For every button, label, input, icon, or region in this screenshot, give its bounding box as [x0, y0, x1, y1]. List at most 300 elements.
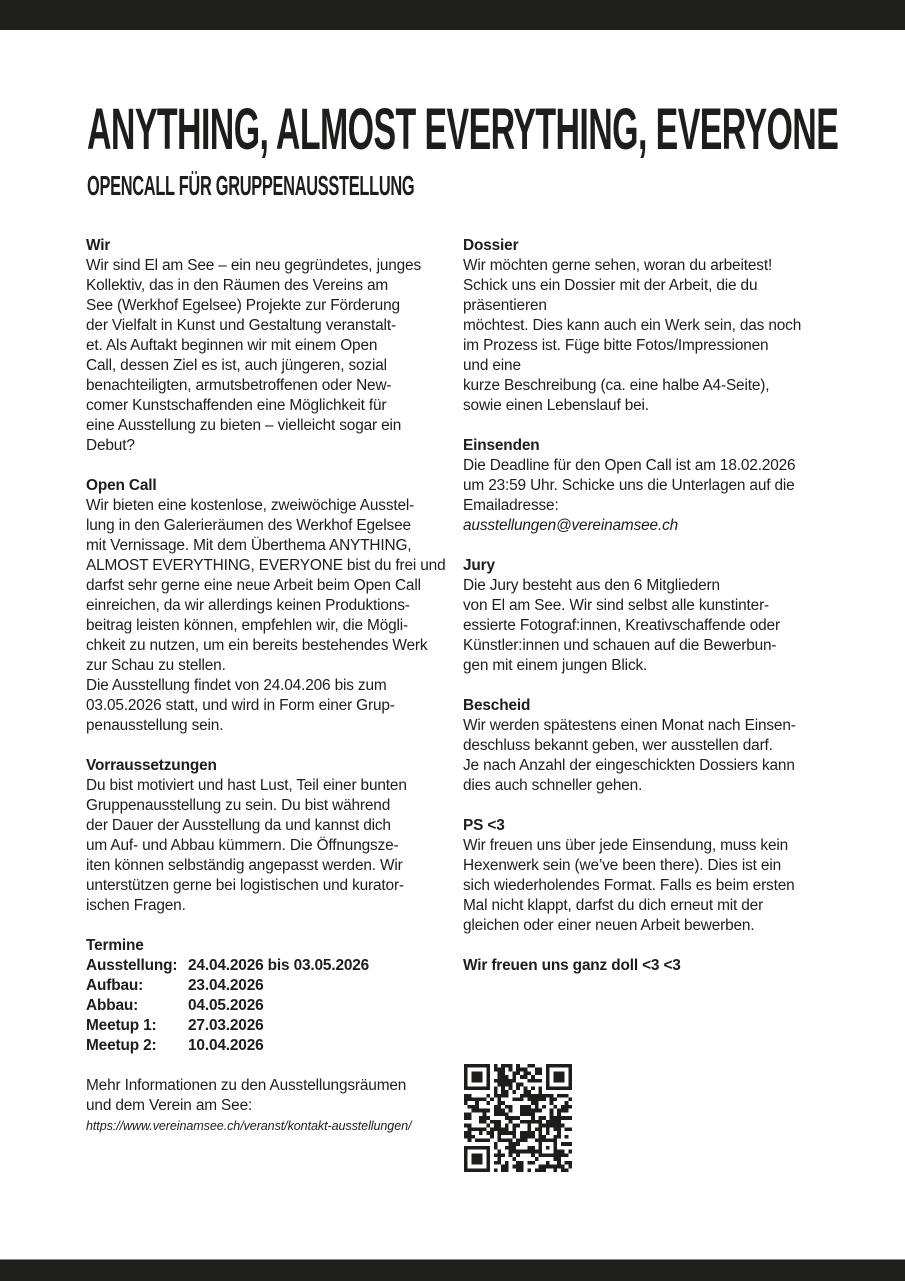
qr-module [494, 1105, 498, 1109]
qr-module [501, 1165, 505, 1169]
qr-module [475, 1105, 479, 1109]
qr-module [531, 1116, 535, 1120]
qr-module [557, 1124, 561, 1128]
text-line: Emailadresse: [463, 497, 559, 514]
text-line: iten können selbständig angepasst werden. Wir [86, 857, 403, 874]
qr-module [471, 1071, 475, 1075]
qr-module [475, 1146, 479, 1150]
qr-module [531, 1098, 535, 1102]
qr-module [479, 1131, 483, 1135]
qr-module [464, 1101, 468, 1105]
qr-module [550, 1120, 554, 1124]
qr-module [524, 1135, 528, 1139]
qr-module [527, 1105, 531, 1109]
qr-module [542, 1098, 546, 1102]
qr-module [542, 1116, 546, 1120]
qr-module [557, 1120, 561, 1124]
termine-row [86, 976, 456, 996]
qr-module [561, 1116, 565, 1120]
text-line: Schick uns ein Dossier mit der Arbeit, die du [463, 277, 758, 294]
text-line: sich wiederholendes Format. Falls es beim ersten [463, 877, 795, 894]
qr-module [486, 1146, 490, 1150]
qr-module [468, 1131, 472, 1135]
qr-module [486, 1094, 490, 1098]
qr-module [561, 1142, 565, 1146]
qr-module [505, 1116, 509, 1120]
qr-module [498, 1124, 502, 1128]
qr-module [464, 1112, 468, 1116]
qr-module [527, 1109, 531, 1113]
qr-module [501, 1101, 505, 1105]
qr-module [531, 1161, 535, 1165]
qr-module [531, 1146, 535, 1150]
qr-module [531, 1153, 535, 1157]
qr-module [538, 1131, 542, 1135]
qr-module [516, 1068, 520, 1072]
qr-module [486, 1165, 490, 1169]
qr-module [553, 1116, 557, 1120]
qr-module [509, 1116, 513, 1120]
qr-module [527, 1124, 531, 1128]
qr-module [486, 1086, 490, 1090]
qr-module [479, 1064, 483, 1068]
qr-module [501, 1168, 505, 1172]
qr-module [538, 1109, 542, 1113]
qr-module [505, 1083, 509, 1087]
qr-module [479, 1071, 483, 1075]
qr-module [501, 1083, 505, 1087]
section-wir [86, 236, 456, 456]
section-dossier [463, 236, 833, 416]
qr-module [468, 1064, 472, 1068]
qr-module [475, 1086, 479, 1090]
qr-module [520, 1109, 524, 1113]
qr-module [538, 1071, 542, 1075]
section-body [86, 256, 456, 456]
qr-module [565, 1127, 569, 1131]
text-line: der Dauer der Ausstellung da und kannst dich [86, 817, 391, 834]
qr-module [475, 1098, 479, 1102]
qr-module [565, 1153, 569, 1157]
qr-module [527, 1090, 531, 1094]
qr-module [471, 1146, 475, 1150]
qr-module [512, 1131, 516, 1135]
qr-module [561, 1079, 565, 1083]
section-bescheid [463, 696, 833, 796]
qr-module [505, 1079, 509, 1083]
qr-module [553, 1120, 557, 1124]
qr-module [475, 1079, 479, 1083]
qr-module [479, 1153, 483, 1157]
qr-module [546, 1161, 550, 1165]
text-line: präsentieren [463, 297, 547, 314]
qr-module [464, 1131, 468, 1135]
qr-module [550, 1138, 554, 1142]
top-bar [0, 0, 905, 30]
qr-module [546, 1165, 550, 1169]
qr-module [557, 1157, 561, 1161]
qr-module [483, 1168, 487, 1172]
qr-module [546, 1094, 550, 1098]
section-heading: Einsenden [463, 437, 540, 454]
qr-module [494, 1064, 498, 1068]
qr-module [512, 1165, 516, 1169]
qr-module [471, 1105, 475, 1109]
qr-module [509, 1109, 513, 1113]
qr-module [501, 1090, 505, 1094]
qr-module [557, 1127, 561, 1131]
qr-module [520, 1138, 524, 1142]
qr-module [464, 1071, 468, 1075]
qr-module [501, 1068, 505, 1072]
section-body [463, 716, 833, 796]
qr-module [535, 1098, 539, 1102]
qr-module [509, 1153, 513, 1157]
qr-module [524, 1086, 528, 1090]
qr-module [524, 1071, 528, 1075]
text-line: chkeit zu nutzen, um ein bereits bestehendes Werk [86, 637, 428, 654]
qr-module [516, 1142, 520, 1146]
qr-module [501, 1138, 505, 1142]
qr-module [464, 1153, 468, 1157]
text-line: einreichen, da wir allerdings keinen Produktions- [86, 597, 410, 614]
text-line: um Auf- und Abbau kümmern. Die Öffnungsze- [86, 837, 399, 854]
qr-module [561, 1094, 565, 1098]
qr-module [486, 1161, 490, 1165]
qr-module [516, 1098, 520, 1102]
qr-module [479, 1146, 483, 1150]
section-heading: Bescheid [463, 697, 531, 714]
qr-module [494, 1090, 498, 1094]
qr-module [516, 1071, 520, 1075]
qr-module [512, 1124, 516, 1128]
qr-module [535, 1157, 539, 1161]
qr-module [505, 1075, 509, 1079]
qr-module [505, 1112, 509, 1116]
qr-code-icon[interactable] [464, 1064, 572, 1172]
qr-module [494, 1161, 498, 1165]
termine-label: Meetup 2: [86, 1037, 157, 1054]
section-body [463, 576, 833, 676]
qr-module [542, 1105, 546, 1109]
termine-value: 23.04.2026 [188, 977, 264, 994]
qr-module [471, 1086, 475, 1090]
qr-module [565, 1135, 569, 1139]
qr-module [565, 1086, 569, 1090]
qr-module [557, 1116, 561, 1120]
qr-module [486, 1116, 490, 1120]
qr-module [565, 1142, 569, 1146]
qr-module [509, 1120, 513, 1124]
qr-module [520, 1083, 524, 1087]
qr-module [498, 1075, 502, 1079]
text-line: deschluss bekannt geben, wer ausstellen darf. [463, 737, 773, 754]
qr-module [516, 1150, 520, 1154]
qr-module [479, 1127, 483, 1131]
qr-module [538, 1090, 542, 1094]
qr-module [479, 1079, 483, 1083]
qr-module [568, 1165, 572, 1169]
qr-module [471, 1075, 475, 1079]
qr-module [535, 1150, 539, 1154]
qr-module [557, 1131, 561, 1135]
qr-module [483, 1116, 487, 1120]
qr-module [509, 1150, 513, 1154]
qr-module [524, 1138, 528, 1142]
qr-module [550, 1124, 554, 1128]
qr-module [557, 1094, 561, 1098]
section-jury [463, 556, 833, 676]
qr-module [546, 1071, 550, 1075]
qr-module [561, 1086, 565, 1090]
qr-module [553, 1086, 557, 1090]
qr-module [524, 1131, 528, 1135]
qr-module [546, 1153, 550, 1157]
termine-row [86, 1016, 456, 1036]
qr-module [524, 1105, 528, 1109]
text-line: um 23:59 Uhr. Schicke uns die Unterlagen auf die [463, 477, 795, 494]
qr-module [479, 1116, 483, 1120]
qr-module [542, 1165, 546, 1169]
qr-module [535, 1127, 539, 1131]
qr-module [550, 1094, 554, 1098]
qr-module [464, 1135, 468, 1139]
qr-module [464, 1161, 468, 1165]
qr-module [516, 1086, 520, 1090]
qr-module [553, 1064, 557, 1068]
qr-module [464, 1124, 468, 1128]
qr-module [505, 1127, 509, 1131]
qr-module [509, 1138, 513, 1142]
qr-module [501, 1127, 505, 1131]
section-heading: Jury [463, 557, 495, 574]
qr-module [471, 1064, 475, 1068]
qr-module [531, 1109, 535, 1113]
section-termine [86, 936, 456, 1056]
qr-module [498, 1105, 502, 1109]
qr-module [531, 1131, 535, 1135]
qr-module [568, 1105, 572, 1109]
text-line: im Prozess ist. Füge bitte Fotos/Impressionen [463, 337, 769, 354]
qr-module [557, 1165, 561, 1169]
qr-module [553, 1142, 557, 1146]
qr-module [553, 1150, 557, 1154]
qr-module [475, 1075, 479, 1079]
qr-module [550, 1165, 554, 1169]
qr-module [568, 1071, 572, 1075]
qr-module [498, 1094, 502, 1098]
qr-module [509, 1079, 513, 1083]
text-line: möchtest. Dies kann auch ein Werk sein, das noch [463, 317, 802, 334]
qr-module [486, 1101, 490, 1105]
qr-module [546, 1131, 550, 1135]
qr-module [538, 1124, 542, 1128]
qr-module [527, 1094, 531, 1098]
qr-module [568, 1150, 572, 1154]
text-line: gleichen oder einer neuen Arbeit bewerben. [463, 917, 755, 934]
qr-module [498, 1161, 502, 1165]
qr-module [561, 1150, 565, 1154]
section-heading: Vorraussetzungen [86, 757, 217, 774]
qr-module [535, 1168, 539, 1172]
termine-row [86, 996, 456, 1016]
qr-module [498, 1068, 502, 1072]
qr-module [542, 1138, 546, 1142]
qr-module [494, 1124, 498, 1128]
qr-module [553, 1168, 557, 1172]
qr-module [527, 1161, 531, 1165]
qr-module [553, 1153, 557, 1157]
qr-module [524, 1120, 528, 1124]
qr-module [568, 1161, 572, 1165]
qr-module [561, 1168, 565, 1172]
section-closing [463, 956, 833, 976]
qr-module [512, 1157, 516, 1161]
qr-module [468, 1105, 472, 1109]
qr-module [550, 1086, 554, 1090]
qr-module [516, 1124, 520, 1128]
section-heading: Termine [86, 937, 144, 954]
text-line: kurze Beschreibung (ca. eine halbe A4-Seite), [463, 377, 770, 394]
termine-value: 04.05.2026 [188, 997, 264, 1014]
qr-module [565, 1161, 569, 1165]
qr-module [501, 1079, 505, 1083]
qr-module [509, 1105, 513, 1109]
qr-module [505, 1124, 509, 1128]
qr-module [550, 1064, 554, 1068]
qr-module [464, 1086, 468, 1090]
text-line: Mal nicht klappt, darfst du dich erneut mit der [463, 897, 764, 914]
qr-module [527, 1098, 531, 1102]
text-line: von El am See. Wir sind selbst alle kunstinter- [463, 597, 770, 614]
qr-module [468, 1146, 472, 1150]
qr-module [561, 1109, 565, 1113]
qr-module [486, 1153, 490, 1157]
text-line: mit Vernissage. Mit dem Überthema ANYTHING, [86, 537, 412, 554]
qr-module [498, 1079, 502, 1083]
qr-module [490, 1127, 494, 1131]
text-line: Wir möchten gerne sehen, woran du arbeitest! [463, 257, 773, 274]
qr-module [553, 1138, 557, 1142]
qr-module [501, 1112, 505, 1116]
qr-module [546, 1120, 550, 1124]
qr-module [546, 1064, 550, 1068]
qr-module [468, 1116, 472, 1120]
qr-module [486, 1131, 490, 1135]
termine-row [86, 1036, 456, 1056]
text-line: ischen Fragen. [86, 897, 186, 914]
qr-module [538, 1150, 542, 1154]
text-line: penausstellung sein. [86, 717, 224, 734]
termine-value: 24.04.2026 bis 03.05.2026 [188, 957, 370, 974]
email-link[interactable]: ausstellungen@vereinamsee.ch [463, 517, 679, 534]
text-line: sowie einen Lebenslauf bei. [463, 397, 649, 414]
qr-module [468, 1094, 472, 1098]
qr-module [553, 1105, 557, 1109]
qr-module [553, 1146, 557, 1150]
qr-module [483, 1120, 487, 1124]
text-line: Hexenwerk sein (we’ve been there). Dies ist ein [463, 857, 782, 874]
qr-module [520, 1135, 524, 1139]
qr-module [483, 1098, 487, 1102]
qr-module [468, 1086, 472, 1090]
qr-module [538, 1138, 542, 1142]
text-line: Call, dessen Ziel es ist, auch jüngeren, sozial [86, 357, 387, 374]
section-heading: Dossier [463, 237, 519, 254]
qr-module [516, 1165, 520, 1169]
text-line: Je nach Anzahl der eingeschickten Dossiers kann [463, 757, 795, 774]
qr-module [468, 1168, 472, 1172]
qr-module [498, 1131, 502, 1135]
qr-module [509, 1086, 513, 1090]
qr-module [501, 1086, 505, 1090]
qr-module [565, 1116, 569, 1120]
qr-module [538, 1135, 542, 1139]
qr-module [568, 1098, 572, 1102]
section-heading: Wir [86, 237, 111, 254]
qr-module [542, 1124, 546, 1128]
qr-module [557, 1153, 561, 1157]
qr-module [494, 1112, 498, 1116]
qr-module [553, 1124, 557, 1128]
qr-module [550, 1098, 554, 1102]
section-body [86, 776, 456, 916]
text-line: Du bist motiviert und hast Lust, Teil einer bunten [86, 777, 407, 794]
qr-module [486, 1138, 490, 1142]
qr-module [568, 1079, 572, 1083]
qr-module [483, 1109, 487, 1113]
qr-module [527, 1079, 531, 1083]
qr-module [498, 1071, 502, 1075]
section-einsenden [463, 436, 833, 536]
qr-module [505, 1064, 509, 1068]
qr-module [479, 1161, 483, 1165]
qr-module [479, 1157, 483, 1161]
section-heading: PS <3 [463, 817, 505, 834]
qr-module [557, 1112, 561, 1116]
qr-module [475, 1157, 479, 1161]
qr-module [561, 1071, 565, 1075]
qr-module [512, 1135, 516, 1139]
section-heading: Open Call [86, 477, 157, 494]
qr-module [468, 1098, 472, 1102]
qr-module [494, 1086, 498, 1090]
qr-module [557, 1079, 561, 1083]
qr-module [524, 1094, 528, 1098]
qr-module [479, 1168, 483, 1172]
qr-module [464, 1068, 468, 1072]
qr-module [524, 1112, 528, 1116]
qr-module [520, 1075, 524, 1079]
qr-module [516, 1168, 520, 1172]
qr-module [568, 1127, 572, 1131]
qr-module [505, 1138, 509, 1142]
qr-module [538, 1168, 542, 1172]
qr-module [498, 1150, 502, 1154]
qr-module [475, 1161, 479, 1165]
qr-module [557, 1135, 561, 1139]
qr-module [501, 1153, 505, 1157]
website-link[interactable]: https://www.vereinamsee.ch/veranst/kontakt-ausstellungen/ [86, 1119, 412, 1133]
qr-module [520, 1168, 524, 1172]
qr-module [553, 1157, 557, 1161]
qr-module [531, 1150, 535, 1154]
termine-label: Ausstellung: [86, 957, 178, 974]
qr-module [538, 1146, 542, 1150]
text-line: Wir bieten eine kostenlose, zweiwöchige Ausstel- [86, 497, 415, 514]
qr-module [520, 1120, 524, 1124]
qr-module [561, 1165, 565, 1169]
